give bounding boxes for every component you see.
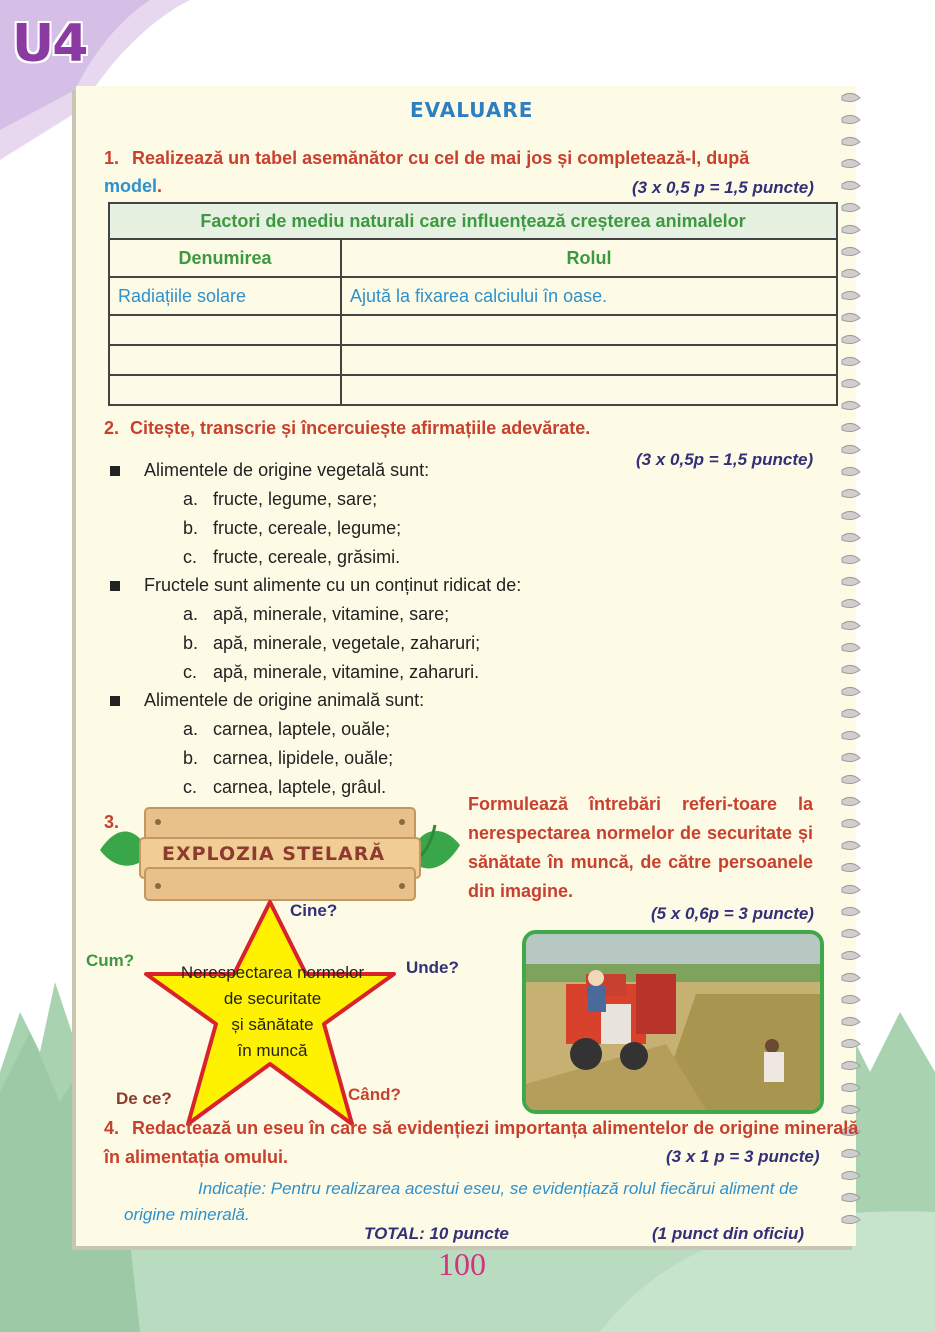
spiral-ring: [842, 269, 860, 277]
spiral-ring: [842, 709, 860, 717]
spiral-binding: [838, 86, 868, 1246]
table-header: Factori de mediu naturali care influențează creșterea animalelor: [109, 203, 837, 239]
spiral-ring: [842, 401, 860, 409]
harvest-photo: [522, 930, 824, 1114]
spiral-ring: [842, 665, 860, 673]
oficiu-score: (1 punct din oficiu): [652, 1224, 805, 1243]
question-4-hint: Indicație: Pentru realizarea acestui eseu, se evidențiază rolul fiecărui aliment de origine minerală.: [124, 1179, 799, 1224]
spiral-ring: [842, 335, 860, 343]
model-link[interactable]: model: [104, 176, 158, 196]
q2-option[interactable]: c. carnea, laptele, grâul.: [183, 777, 387, 797]
spiral-ring: [842, 797, 860, 805]
empty-cell[interactable]: [341, 315, 837, 345]
q2-item-2-stem: Fructele sunt alimente cu un conținut ridicat de:: [144, 575, 522, 595]
empty-cell[interactable]: [109, 315, 341, 345]
page-title: EVALUARE: [410, 98, 534, 122]
q2-item-3-stem: Alimentele de origine animală sunt:: [144, 690, 425, 710]
spiral-ring: [842, 1017, 860, 1025]
page-number: 100: [438, 1246, 486, 1282]
q2-item-1: [110, 460, 429, 481]
q2-option[interactable]: b. fructe, cereale, legume;: [183, 518, 402, 538]
q2-option[interactable]: a. carnea, laptele, ouăle;: [183, 719, 391, 739]
question-3-text: Formulează întrebări referi-toare la nerespectarea normelor de securitate și sănătate în muncă, de către persoanele din imagine.: [468, 794, 813, 901]
spiral-ring: [842, 313, 860, 321]
spiral-ring: [842, 643, 860, 651]
question-de-ce: De ce?: [116, 1089, 172, 1108]
spiral-ring: [842, 951, 860, 959]
question-3-score: (5 x 0,6p = 3 puncte): [651, 904, 814, 923]
question-3-number: 3.: [104, 812, 120, 832]
spiral-ring: [842, 93, 860, 101]
spiral-ring: [842, 291, 860, 299]
spiral-ring: [842, 511, 860, 519]
spiral-ring: [842, 1083, 860, 1091]
spiral-ring: [842, 203, 860, 211]
question-1-score: (3 x 0,5 p = 1,5 puncte): [632, 178, 814, 197]
spiral-ring: [842, 753, 860, 761]
spiral-ring: [842, 973, 860, 981]
spiral-ring: [842, 577, 860, 585]
spiral-ring: [842, 225, 860, 233]
empty-cell[interactable]: [341, 375, 837, 405]
q2-option[interactable]: a. apă, minerale, vitamine, sare;: [183, 604, 450, 624]
spiral-ring: [842, 819, 860, 827]
spiral-ring: [842, 1039, 860, 1047]
spiral-ring: [842, 115, 860, 123]
spiral-ring: [842, 181, 860, 189]
total-score: TOTAL: 10 puncte: [364, 1224, 509, 1243]
spiral-ring: [842, 731, 860, 739]
spiral-ring: [842, 555, 860, 563]
spiral-ring: [842, 357, 860, 365]
q2-option[interactable]: c. apă, minerale, vitamine, zaharuri.: [183, 662, 480, 682]
question-2-text: Citește, transcrie și încercuiește afirmațiile adevărate.: [130, 418, 591, 438]
spiral-ring: [842, 929, 860, 937]
column-role-header: Rolul: [341, 239, 837, 277]
q2-item-1-stem: Alimentele de origine vegetală sunt:: [144, 460, 430, 480]
question-cand: Când?: [348, 1085, 401, 1104]
q2-option[interactable]: b. carnea, lipidele, ouăle;: [183, 748, 394, 768]
question-4-score: (3 x 1 p = 3 puncte): [666, 1147, 820, 1166]
example-name-cell: Radiațiile solare: [109, 277, 341, 315]
spiral-ring: [842, 775, 860, 783]
question-2-score: (3 x 0,5p = 1,5 puncte): [636, 450, 814, 469]
star-explosion-title: EXPLOZIA STELARĂ: [162, 843, 386, 865]
q2-option[interactable]: c. fructe, cereale, grăsimi.: [183, 547, 401, 567]
spiral-ring: [842, 687, 860, 695]
spiral-ring: [842, 841, 860, 849]
spiral-ring: [842, 599, 860, 607]
spiral-ring: [842, 1061, 860, 1069]
spiral-ring: [842, 863, 860, 871]
question-cum: Cum?: [86, 951, 135, 970]
spiral-ring: [842, 137, 860, 145]
question-2-number: 2.: [104, 418, 120, 438]
spiral-ring: [842, 467, 860, 475]
column-name-header: Denumirea: [109, 239, 341, 277]
question-4-text: Redactează un eseu în care să evidențiezi importanța alimentelor de origine minerală în alimentația omului.: [104, 1118, 859, 1167]
q2-option[interactable]: a. fructe, legume, sare;: [183, 489, 378, 509]
question-1-number: 1.: [104, 148, 120, 168]
star-center-text: Nerespectarea normelor de securitate și sănătate în muncă: [180, 963, 365, 1060]
question-2: [104, 414, 590, 442]
empty-cell[interactable]: [341, 345, 837, 375]
question-1-text: Realizează un tabel asemănător cu cel de mai jos și completează-l, după: [132, 148, 750, 168]
spiral-ring: [842, 1105, 860, 1113]
spiral-ring: [842, 159, 860, 167]
spiral-ring: [842, 489, 860, 497]
empty-cell[interactable]: [109, 345, 341, 375]
example-role-cell: Ajută la fixarea calciului în oase.: [341, 277, 837, 315]
factors-table: [108, 202, 838, 406]
q2-item-2: [110, 575, 521, 596]
q2-item-3: [110, 690, 424, 711]
spiral-ring: [842, 1171, 860, 1179]
question-unde: Unde?: [406, 958, 459, 977]
spiral-ring: [842, 995, 860, 1003]
question-4-number: 4.: [104, 1118, 120, 1138]
q2-option[interactable]: b. apă, minerale, vegetale, zaharuri;: [183, 633, 481, 653]
unit-label: U4: [12, 14, 87, 74]
spiral-ring: [842, 379, 860, 387]
spiral-ring: [842, 1193, 860, 1201]
spiral-ring: [842, 1215, 860, 1223]
spiral-ring: [842, 247, 860, 255]
spiral-ring: [842, 621, 860, 629]
question-1-end: .: [157, 176, 163, 196]
question-cine: Cine?: [290, 901, 338, 920]
spiral-ring: [842, 533, 860, 541]
empty-cell[interactable]: [109, 375, 341, 405]
spiral-ring: [842, 885, 860, 893]
spiral-ring: [842, 907, 860, 915]
spiral-ring: [842, 445, 860, 453]
spiral-ring: [842, 423, 860, 431]
